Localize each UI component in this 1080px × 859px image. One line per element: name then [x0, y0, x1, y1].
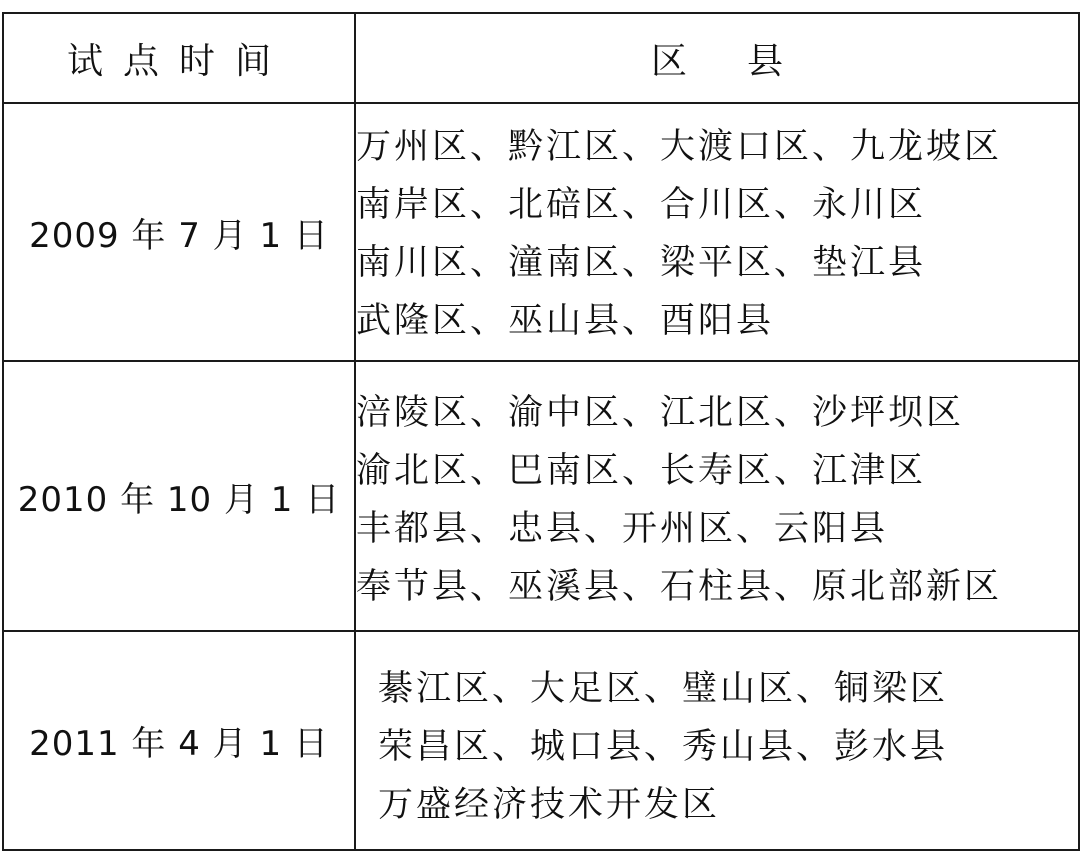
- county-line: 万盛经济技术开发区: [378, 785, 721, 825]
- county-line: 奉节县、巫溪县、石柱县、原北部新区: [356, 567, 1003, 607]
- pilot-time-cell: 2011 年 4 月 1 日: [3, 631, 355, 850]
- table-row: [3, 103, 1079, 361]
- county-line: 綦江区、大足区、璧山区、铜梁区: [378, 669, 949, 709]
- pilot-time-cell: 2010 年 10 月 1 日: [3, 361, 355, 631]
- county-line: 荣昌区、城口县、秀山县、彭水县: [378, 727, 949, 767]
- header-pilot-time: [3, 13, 355, 103]
- header-district-county: [355, 13, 1079, 103]
- county-list-cell: [355, 361, 1079, 631]
- county-line: 武隆区、巫山县、酉阳县: [356, 301, 775, 341]
- table-header-row: [3, 13, 1079, 103]
- county-line: 南川区、潼南区、梁平区、垫江县: [356, 243, 927, 283]
- county-line: 丰都县、忠县、开州区、云阳县: [356, 509, 889, 549]
- table-row: [3, 631, 1079, 850]
- county-line: 南岸区、北碚区、合川区、永川区: [356, 185, 927, 225]
- county-list-cell: [355, 103, 1079, 361]
- county-line: 渝北区、巴南区、长寿区、江津区: [356, 451, 927, 491]
- table-row: [3, 361, 1079, 631]
- header-pilot-time-label: 试点时间: [66, 40, 291, 82]
- header-district-county-label: 区县: [650, 40, 843, 82]
- pilot-time-cell: 2009 年 7 月 1 日: [3, 103, 355, 361]
- pilot-schedule-table: [2, 12, 1080, 851]
- county-line: 万州区、黔江区、大渡口区、九龙坡区: [356, 127, 1003, 167]
- county-line: 涪陵区、渝中区、江北区、沙坪坝区: [356, 393, 965, 433]
- county-list-cell: [355, 631, 1079, 850]
